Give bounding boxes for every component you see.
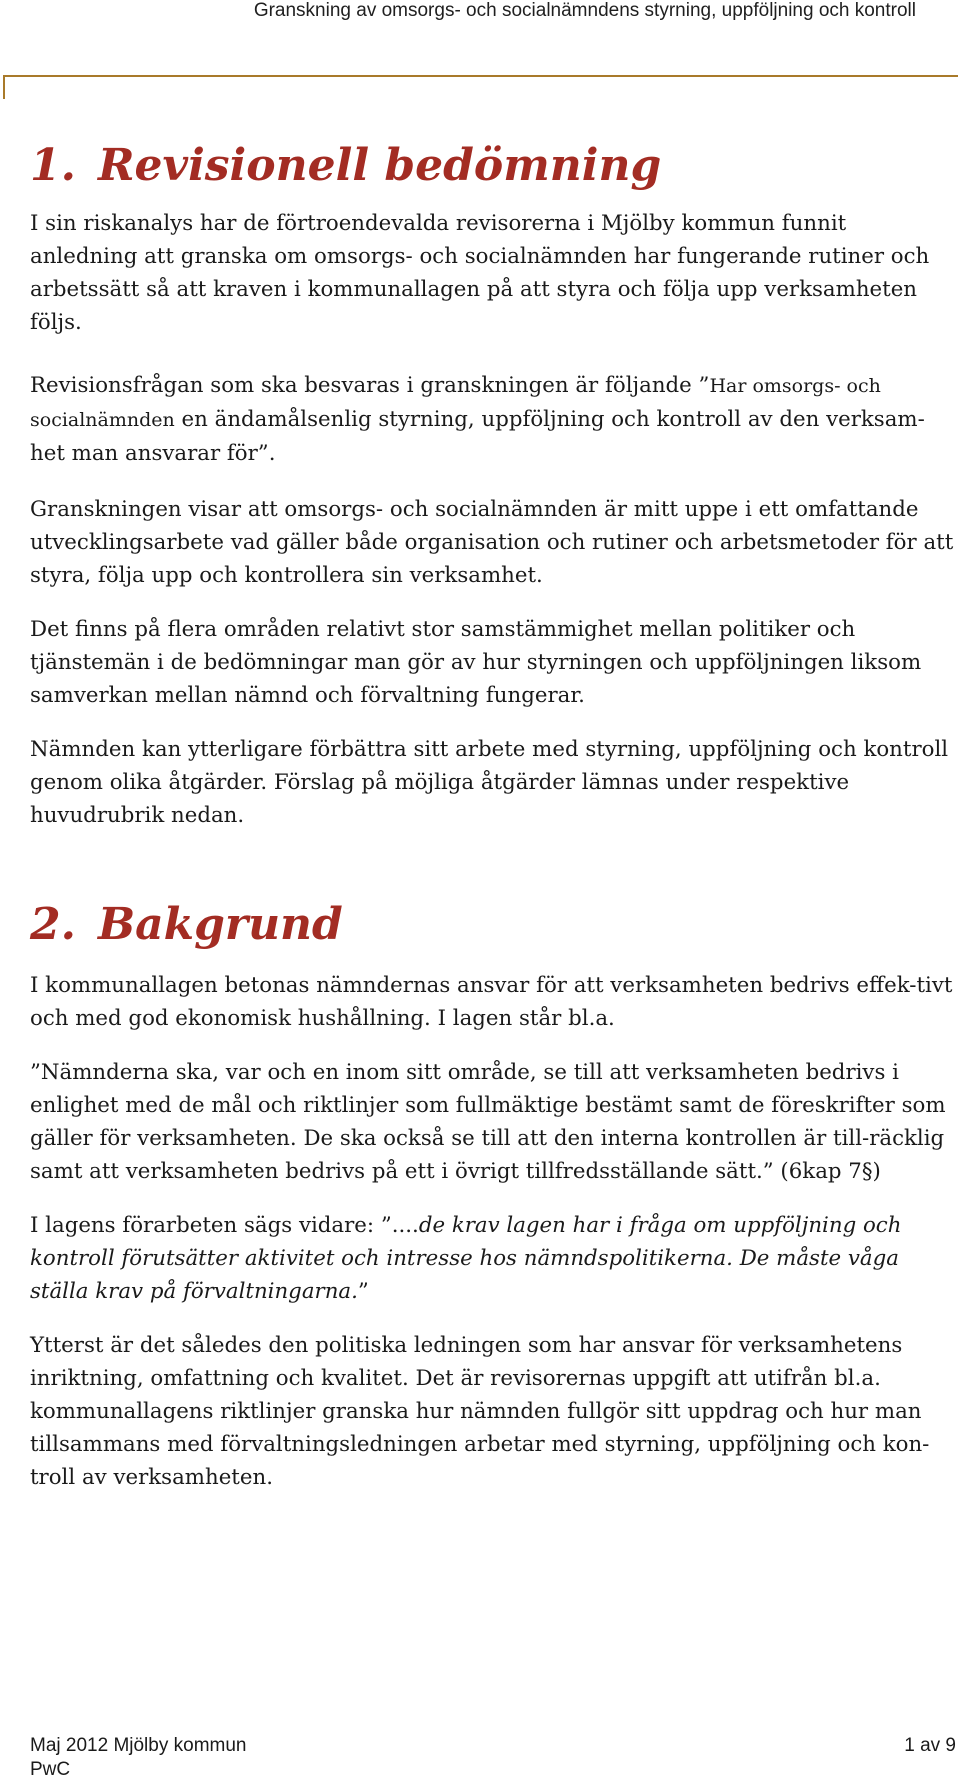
section-title: Revisionell bedömning xyxy=(97,140,662,191)
section-number: 1. xyxy=(30,140,76,191)
document-header-title: Granskning av omsorgs- och socialnämndens styrning, uppföljning och kontroll xyxy=(253,0,916,21)
paragraph xyxy=(30,369,956,470)
page-footer xyxy=(30,1734,956,1782)
paragraph: I kommunallagen betonas nämndernas ansvar för att verksamheten bedrivs effek-tivt och med god ekonomisk hushållning. I lagen står bl.a. xyxy=(30,973,953,1031)
italic-quote: de krav lagen har i fråga om uppföljning och kontroll förutsätter aktivitet och intresse hos nämndspolitikerna. De måste våga ställa krav på förvaltningarna. xyxy=(30,1213,902,1304)
paragraph: Ytterst är det således den politiska ledningen som har ansvar för verksamhetens inriktning, omfattning och kvalitet. Det är revisorernas uppgift att utifrån bl.a. kommunallagens riktlinjer granska hur nämnden fullgör sitt uppdrag och hur man tillsammans med förvaltningsledningen arbetar med styrning, uppföljning och kon-troll av verksamheten. xyxy=(30,1333,930,1490)
paragraph: Nämnden kan ytterligare förbättra sitt arbete med styrning, uppföljning och kontroll genom olika åtgärder. Förslag på möjliga åtgärder lämnas under respektive huvudrubrik nedan. xyxy=(30,737,949,828)
paragraph: Det finns på flera områden relativt stor samstämmighet mellan politiker och tjänstemän i de bedömningar man gör av hur styrningen och uppföljningen liksom samverkan mellan nämnd och förvaltning fungerar. xyxy=(30,617,922,708)
paragraph: ”Nämnderna ska, var och en inom sitt område, se till att verksamheten bedrivs i enlighet med de mål och riktlinjer som fullmäktige bestämt samt de föreskrifter som gäller för verksamheten. De ska också se till att den interna kontrollen är till-räcklig samt att verksamheten bedrivs på ett i övrigt tillfredsställande sätt.” (6kap 7§) xyxy=(30,1060,946,1184)
section-heading-2 xyxy=(30,899,956,951)
section-heading-1 xyxy=(30,140,956,192)
paragraph: I sin riskanalys har de förtroendevalda revisorerna i Mjölby kommun funnit anledning att granska om omsorgs- och socialnämnden har fungerande rutiner och arbetssätt så att kraven i kommunallagen på att styra och följa upp verksamheten följs. xyxy=(30,211,930,335)
text-run: Revisionsfrågan som ska besvaras i granskningen är följande ” xyxy=(30,373,710,398)
text-run: ” xyxy=(357,1279,369,1304)
footer-date-place: Maj 2012 Mjölby kommun xyxy=(30,1735,247,1756)
paragraph: Granskningen visar att omsorgs- och socialnämnden är mitt uppe i ett omfattande utvecklingsarbete vad gäller både organisation och rutiner och arbetsmetoder för att styra, följa upp och kontrollera sin verksamhet. xyxy=(30,497,954,588)
page-content xyxy=(30,140,956,1494)
header-corner-tick xyxy=(3,75,5,99)
footer-page-number: 1 av 9 xyxy=(904,1735,956,1756)
header-rule xyxy=(3,75,958,77)
text-run: Har omsorgs- och socialnämnden xyxy=(30,375,881,431)
text-run: I lagens förarbeten sägs vidare: ”.... xyxy=(30,1213,419,1238)
paragraph xyxy=(30,1209,956,1308)
footer-company: PwC xyxy=(30,1759,71,1780)
section-title: Bakgrund xyxy=(97,899,343,950)
text-run: en ändamålsenlig styrning, uppföljning och kontroll av den verksam-het man ansvarar för”. xyxy=(30,407,925,466)
section-number: 2. xyxy=(30,899,76,950)
